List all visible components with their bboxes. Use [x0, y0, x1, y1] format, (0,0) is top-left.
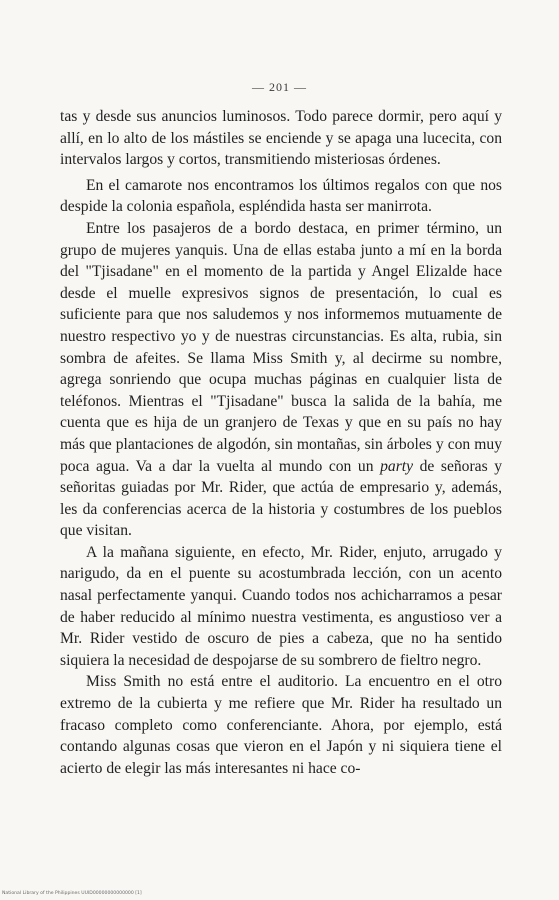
paragraph-3-italic: party	[380, 457, 414, 475]
page-number: — 201 —	[252, 80, 307, 94]
paragraph-3-text-after: de señoras y señoritas guiadas por Mr. Rider, que actúa de empresario y, además, les da conferencias acerca de la historia y costumbres de los pueblos que visitan.	[60, 457, 503, 540]
paragraph-4: A la mañana siguiente, en efecto, Mr. Rider, enjuto, arrugado y narigudo, da en el puente su acostumbrada lección, con un acento nasal perfectamente yanqui. Cuando todos nos achicharramos a pesar de haber reducido al mínimo nuestra vestimenta, es angustioso ver a Mr. Rider vestido de oscuro de pies a cabeza, que no ha sentido siquiera la necesidad de despojarse de su sombrero de fieltro negro.	[60, 543, 502, 669]
paragraph-2: En el camarote nos encontramos los últimos regalos con que nos despide la colonia española, espléndida hasta ser manirrota.	[60, 176, 502, 216]
scan-footer: National Library of the Philippines UUID00000000000000 [1]	[2, 891, 142, 896]
paragraph-3	[60, 218, 502, 542]
paragraph-1: tas y desde sus anuncios luminosos. Todo parece dormir, pero aquí y allí, en lo alto de los mástiles se enciende y se apaga una lucecita, con intervalos largos y cortos, transmitiendo misteriosas órdenes.	[60, 108, 502, 169]
paragraph-3-text: Entre los pasajeros de a bordo destaca, en primer término, un grupo de mujeres yanquis. Una de ellas estaba junto a mí en la borda del "Tjisadane" en el momento de la partida y Angel Elizalde hace desde el muelle expresivos signos de presentación, lo cual es suficiente para que nos saludemos y nos informemos mutuamente de nuestro respectivo yo y de nuestras circunstancias. Es alta, rubia, sin sombra de afeites. Se llama Miss Smith y, al decirme su nombre, agrega sonriendo que ocupa muchas páginas en cualquier lista de teléfonos. Mientras el "Tjisadane" busca la salida de la bahía, me cuenta que es hija de un granjero de Texas y que en su país no hay más que plantaciones de algodón, sin montañas, sin árboles y con muy poca agua. Va a dar la vuelta al mundo con un	[60, 219, 502, 475]
body-text	[60, 106, 502, 779]
paragraph-5: Miss Smith no está entre el auditorio. La encuentro en el otro extremo de la cubierta y me refiere que Mr. Rider ha resultado un fracaso completo como conferenciante. Ahora, por ejemplo, está contando algunas cosas que vieron en el Japón y ni siquiera tiene el acierto de elegir las más interesantes ni hace co-	[60, 673, 502, 777]
